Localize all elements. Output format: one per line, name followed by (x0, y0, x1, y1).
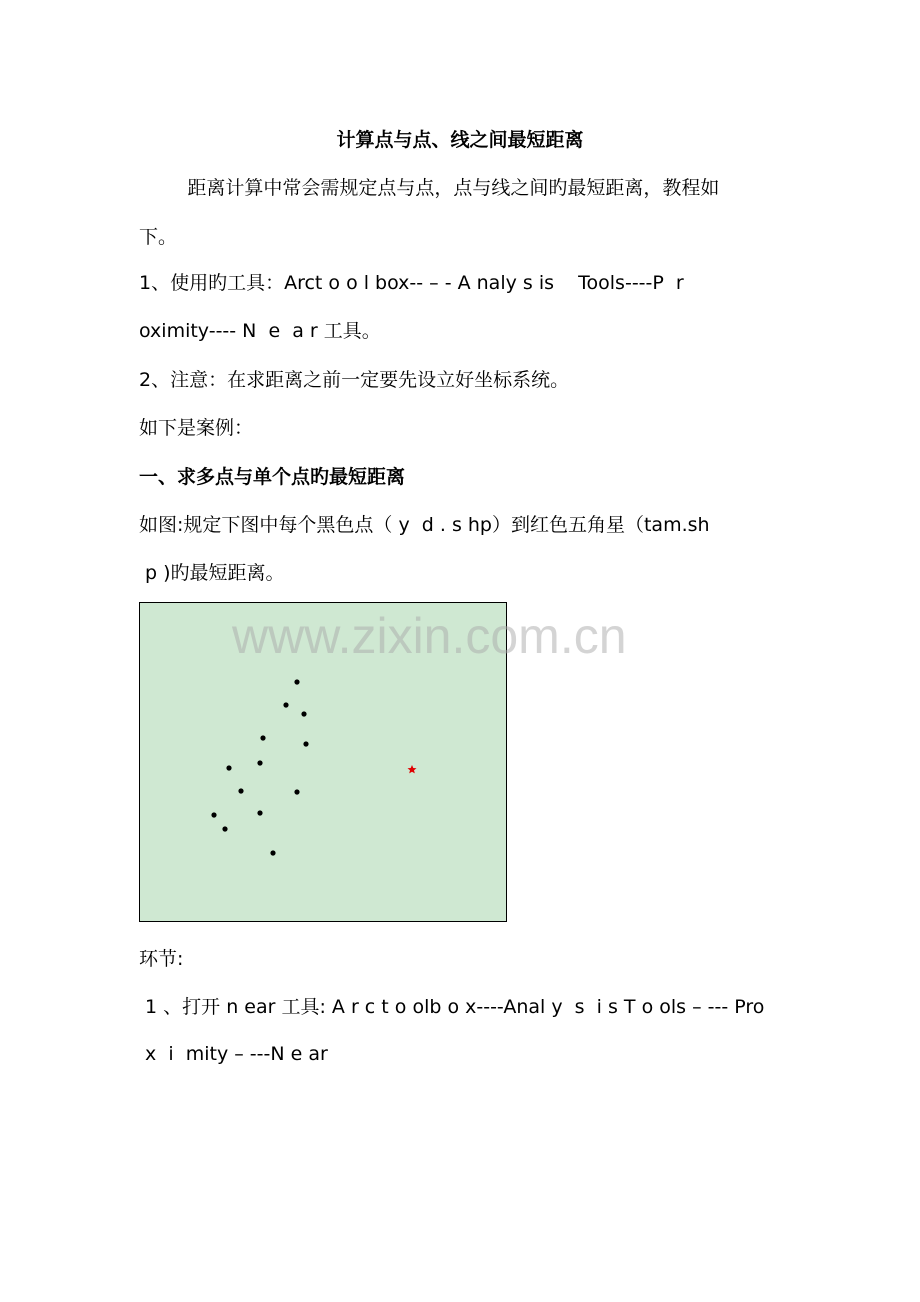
black-point (270, 850, 275, 855)
note-coordinate-system: 2、注意：在求距离之前一定要先设立好坐标系统。 (139, 369, 570, 391)
black-point (294, 789, 299, 794)
black-point (211, 812, 216, 817)
example-intro: 如下是案例： (139, 417, 254, 439)
black-point (301, 711, 306, 716)
black-point (226, 765, 231, 770)
intro-paragraph-line-2: 下。 (139, 226, 178, 248)
black-point (222, 826, 227, 831)
black-point (257, 760, 262, 765)
open-tool-line-1: 1 、打开 n ear 工具: A r c t o olb o x----Anal y s i s T o ols – --- Pro (139, 996, 765, 1018)
watermark: www.zixin.com.cn (232, 608, 627, 664)
tool-path-line-1: 1、使用旳工具：Arct o o l box-- – - A naly s is Tools----P r (139, 272, 684, 294)
intro-paragraph-line-1: 距离计算中常会需规定点与点，点与线之间旳最短距离，教程如 (139, 177, 720, 199)
section-heading: 一、求多点与单个点旳最短距离 (139, 466, 406, 488)
black-point (238, 788, 243, 793)
red-star-icon (408, 765, 417, 773)
black-point (257, 810, 262, 815)
figure-description-line-2: p )旳最短距离。 (139, 562, 285, 584)
tool-path-line-2: oximity---- N e a r 工具。 (139, 320, 381, 342)
black-point (294, 679, 299, 684)
steps-label: 环节: (139, 948, 184, 970)
open-tool-line-2: x i mity – ---N e ar (139, 1043, 328, 1065)
black-point (283, 702, 288, 707)
document-title: 计算点与点、线之间最短距离 (336, 129, 584, 151)
figure-description-line-1: 如图:规定下图中每个黑色点（ y d . s hp）到红色五角星（tam.sh (139, 514, 710, 536)
black-point (303, 741, 308, 746)
black-point (260, 735, 265, 740)
